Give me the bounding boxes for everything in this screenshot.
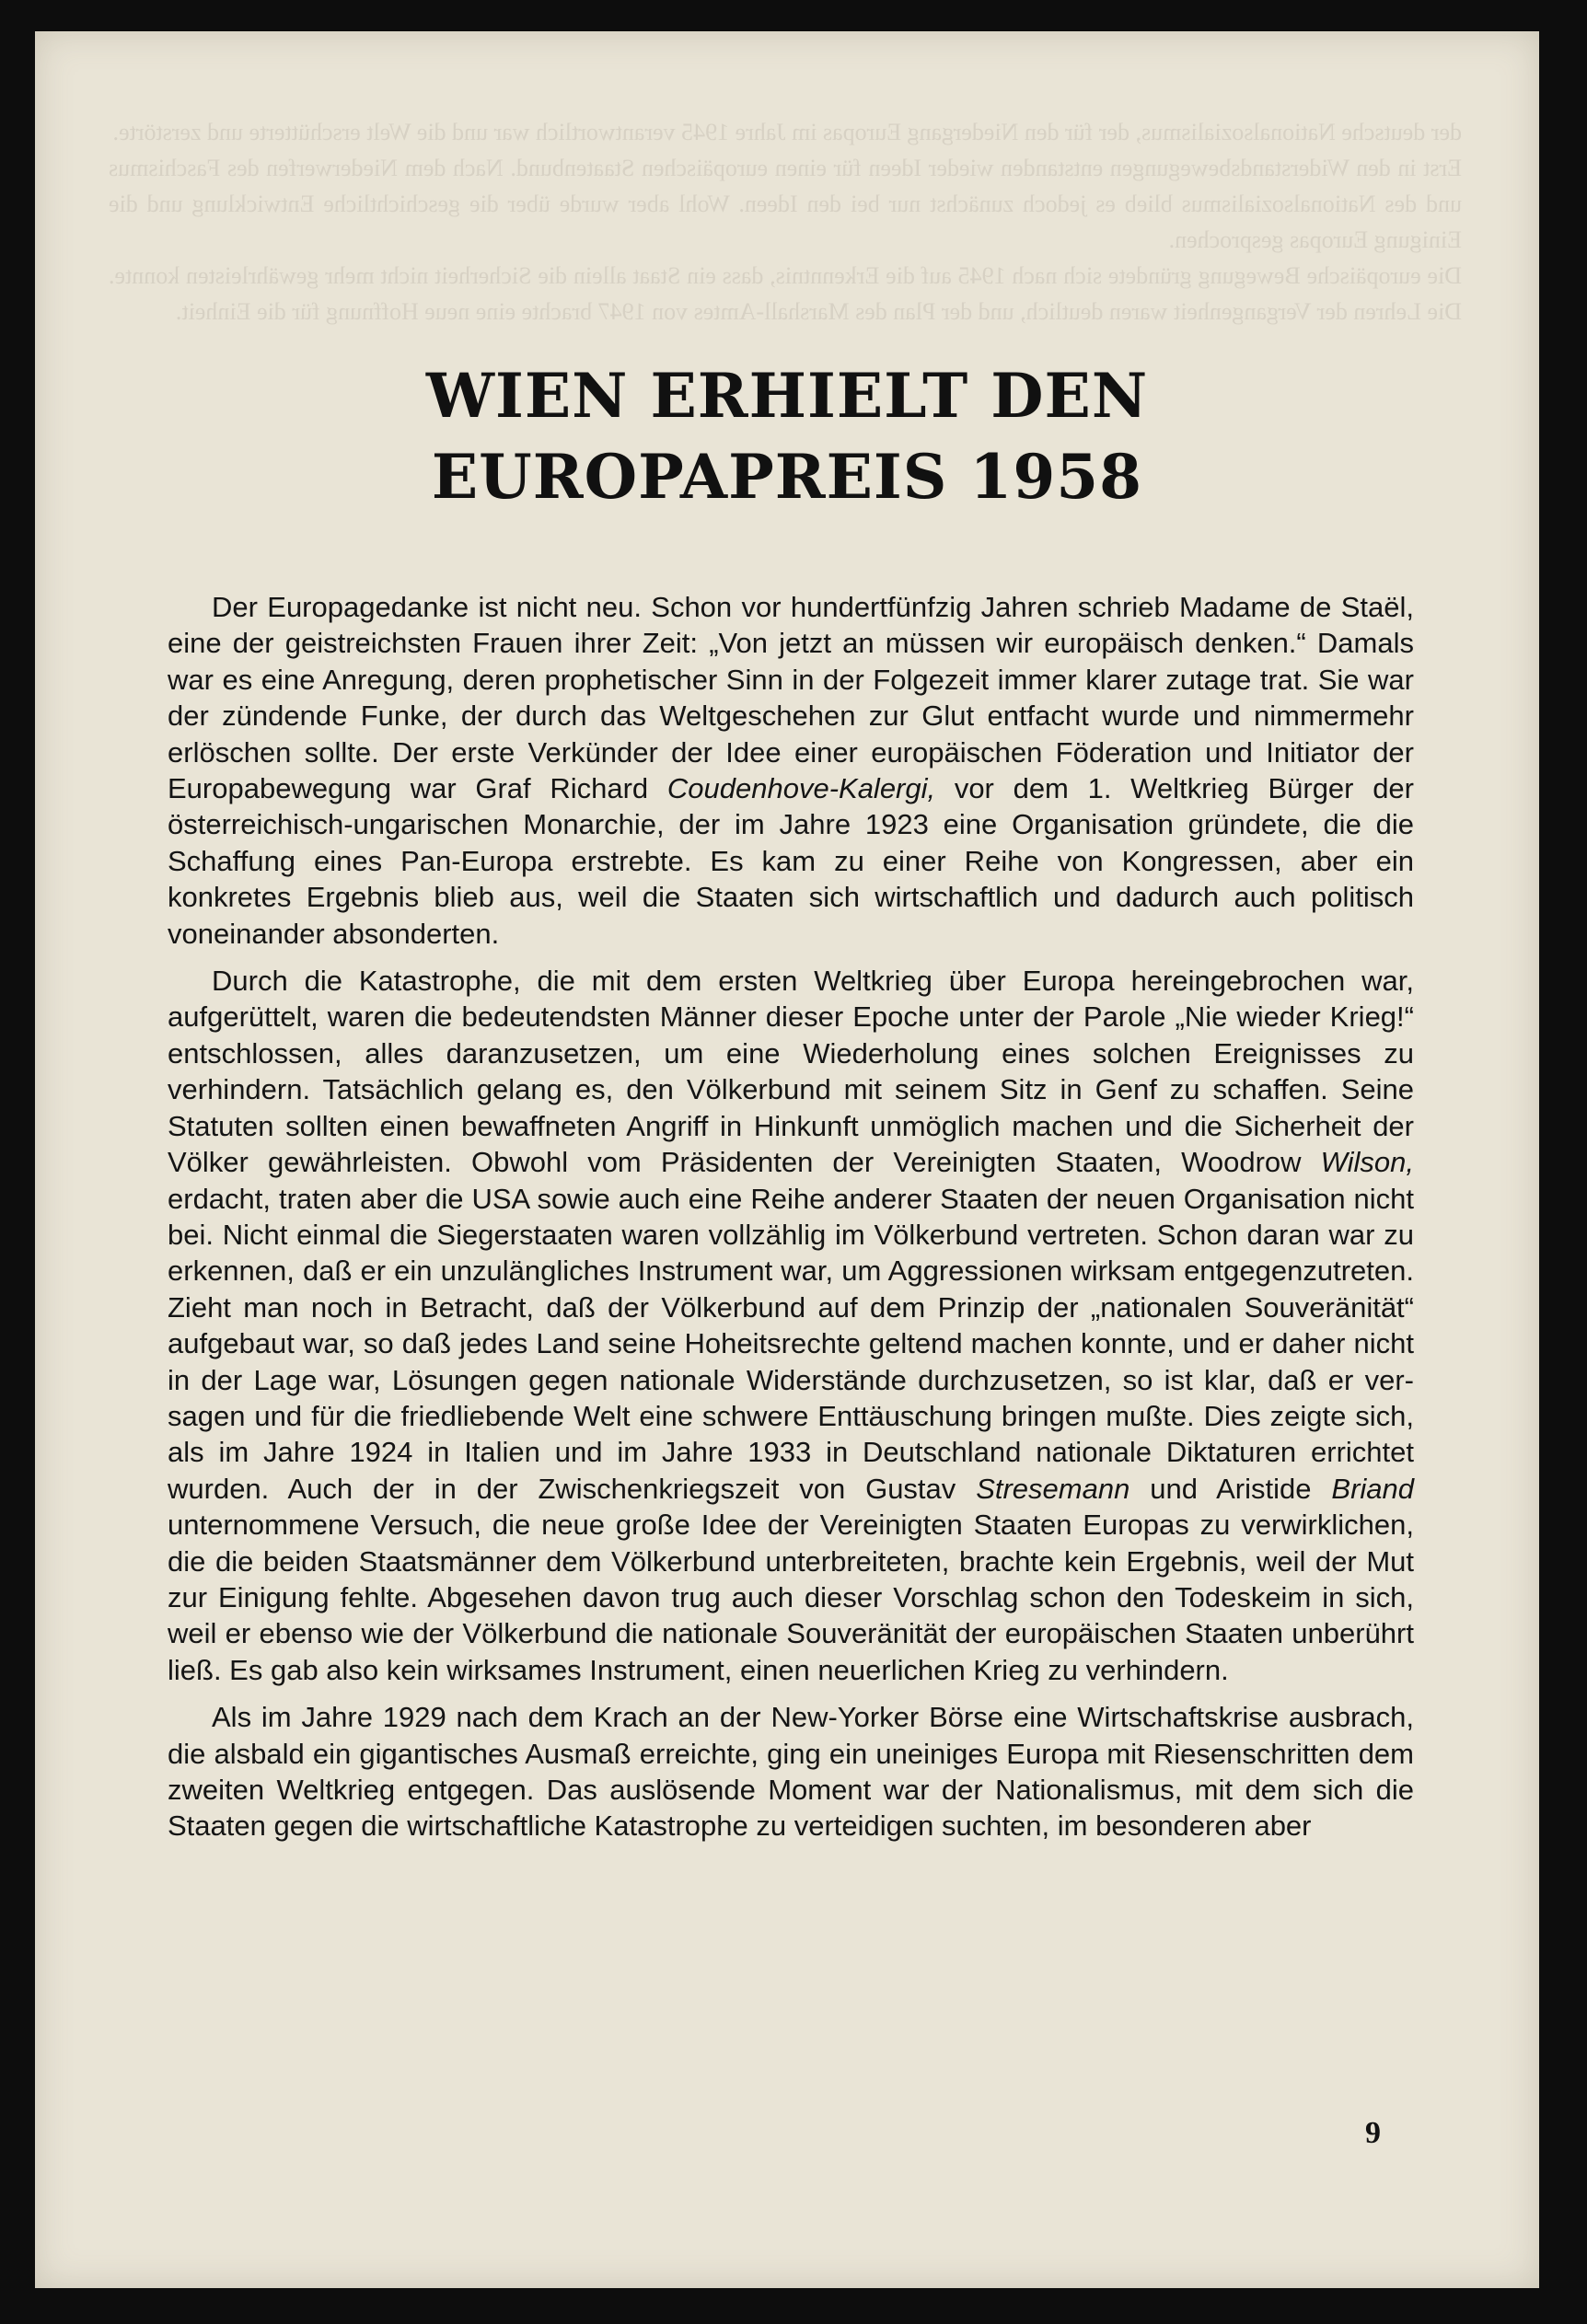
- text-run: Durch die Katastrophe, die mit dem ersten Weltkrieg über Europa hereingebrochen war, aufgerüttelt, waren die bedeutendsten Männer dieser Epoche unter der Parole „Nie wieder Krieg!“ entschlossen, alles daranzusetzen, um eine Wiederholung eines solchen Ereignisses zu verhindern. Tatsächlich gelang es, den Völkerbund mit seinem Sitz in Genf zu schaffen. Seine Statuten sollten einen bewaffneten Angriff in Hinkunft unmöglich machen und die Sicherheit der Völker gewährleisten. Obwohl vom Präsidenten der Vereinigten Staaten, Woodrow: [168, 965, 1414, 1179]
- italic-name: Briand: [1331, 1472, 1414, 1505]
- bleed-through-line: Erst in den Widerstandsbewegungen entstanden wieder Ideen für einen europäischen Staatenbund. Nach dem Niederwerfen des Faschismus und des Nationalsozialismus blieb es jedoch zunächst nur bei den Ideen. Wohl aber wurde über die geschichtliche Entwicklung und die Einigung Europas gesprochen.: [109, 155, 1462, 253]
- text-run: vor dem 1. Weltkrieg Bürger der österreichisch-ungarischen Monarchie, der im Jahre 1923 eine Organisation gründete, die die Schaffung eines Pan-Europa erstrebte. Es kam zu einer Reihe von Kongressen, aber ein konkretes Ergebnis blieb aus, weil die Staaten sich wirtschaftlich und dadurch auch politisch voneinander absonderten.: [168, 772, 1414, 950]
- text-run: unternommene Versuch, die neue große Idee der Vereinigten Staaten Europas zu verwirklichen, die die beiden Staatsmänner dem Völkerbund unterbreiteten, brachte kein Ergebnis, weil der Mut zur Einigung fehlte. Abgesehen davon trug auch dieser Vorschlag schon den Todeskeim in sich, weil er ebenso wie der Völkerbund die nationale Souveränität der europäischen Staaten unberührt ließ. Es gab also kein wirksames Instrument, einen neuerlichen Krieg zu verhindern.: [168, 1509, 1414, 1686]
- bleed-through-line: der deutsche Nationalsozialismus, der für den Niedergang Europas im Jahre 1945 verantwortlich war und die Welt erschütterte und zerstörte.: [112, 119, 1462, 145]
- body-paragraph-1: [168, 589, 1414, 952]
- text-run: Der Europagedanke ist nicht neu. Schon vor hundertfünfzig Jahren schrieb Madame de Staël, eine der geistreichsten Frauen ihrer Zeit: „Von jetzt an müssen wir europäisch denken.“ Damals war es eine Anregung, deren prophetischer Sinn in der Folgezeit immer klarer zutage trat. Sie war der zündende Funke, der durch das Weltgeschehen zur Glut entfacht wurde und nimmermehr erlöschen sollte. Der erste Verkünder der Idee einer europäischen Föderation und Initiator der Europabewegung war Graf Richard: [168, 591, 1414, 805]
- article-body: [168, 589, 1414, 1844]
- italic-name: Coudenhove-Kalergi,: [666, 772, 936, 805]
- document-page: [35, 31, 1539, 2288]
- page-number: 9: [1365, 2116, 1381, 2150]
- italic-name: Wilson,: [1320, 1146, 1414, 1179]
- bleed-through-line: Die europäische Bewegung gründete sich nach 1945 auf die Erkenntnis, dass ein Staat allein die Sicherheit nicht mehr gewährleisten konnte. Die Lehren der Vergangenheit waren deutlich, und der Plan des Marshall-Amtes von 1947 brachte eine neue Hoffnung für die Einheit.: [109, 262, 1462, 325]
- body-paragraph-3: [168, 1699, 1414, 1844]
- text-run: Als im Jahre 1929 nach dem Krach an der New-Yorker Börse eine Wirtschaftskrise ausbrach, die alsbald ein gigantisches Ausmaß erreichte, ging ein uneiniges Europa mit Riesenschritten dem zweiten Weltkrieg entgegen. Das auslösende Moment war der Nationalismus, mit dem sich die Staaten gegen die wirtschaftliche Katastrophe zu verteidigen suchten, im besonderen aber: [168, 1701, 1414, 1843]
- text-run: und Aristide: [1129, 1472, 1332, 1505]
- title-line-2: EUROPAPREIS 1958: [431, 441, 1143, 513]
- text-run: erdacht, traten aber die USA sowie auch eine Reihe anderer Staaten der neuen Organisation nicht bei. Nicht einmal die Siegerstaaten waren vollzählig im Völkerbund vertreten. Schon daran war zu erkennen, daß er ein unzulängliches Instrument war, um Aggressionen wirksam entgegenzutreten. Zieht man noch in Betracht, daß der Völkerbund auf dem Prinzip der „nationalen Souveränität“ aufgebaut war, so daß jedes Land seine Hoheitsrechte geltend machen konnte, und er daher nicht in der Lage war, Lösungen gegen nationale Widerstände durchzusetzen, so ist klar, daß er versagen und für die friedliebende Welt eine schwere Enttäuschung bringen mußte. Dies zeigte sich, als im Jahre 1924 in Italien und im Jahre 1933 in Deutschland nationale Diktaturen errichtet wurden. Auch der in der Zwischenkriegszeit von Gustav: [168, 1182, 1414, 1505]
- bleed-through-text: [109, 114, 1462, 330]
- article-title: [35, 355, 1539, 517]
- italic-name: Stresemann: [976, 1472, 1130, 1505]
- body-paragraph-2: [168, 963, 1414, 1688]
- title-line-1: WIEN ERHIELT DEN: [425, 360, 1149, 432]
